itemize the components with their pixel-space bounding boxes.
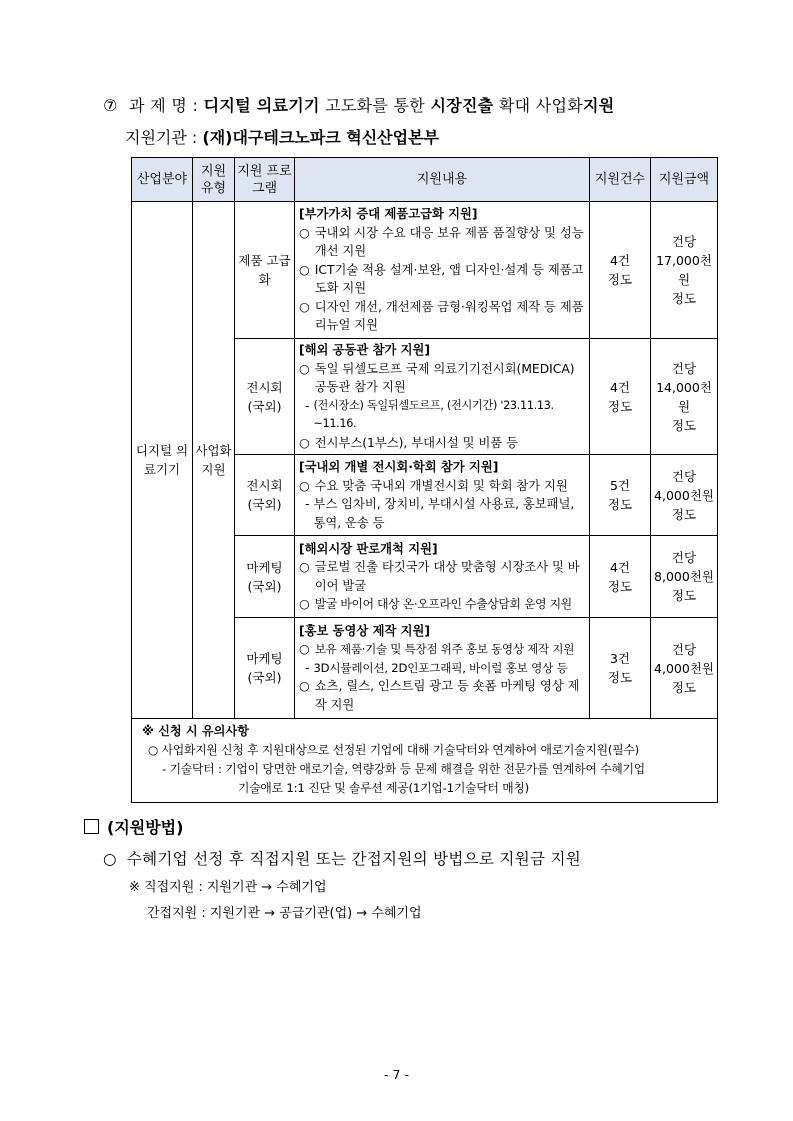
content-heading: [홍보 동영상 제작 지원] xyxy=(299,623,430,638)
content-item: ○ 발굴 바이어 대상 온·오프라인 수출상담회 운영 지원 xyxy=(299,597,572,611)
notes-heading: ※ 신청 시 유의사항 xyxy=(142,724,249,738)
indirect-support-line: 간접지원 : 지원기관 → 공급기관(업) → 수혜기업 xyxy=(147,906,422,921)
content-item: ○ 쇼츠, 릴스, 인스트림 광고 등 숏폼 마케팅 영상 제작 지원 xyxy=(299,679,580,712)
content-cell xyxy=(295,618,590,719)
header-amount: 지원금액 xyxy=(651,158,718,202)
method-heading: (지원방법) xyxy=(84,815,183,838)
table-row xyxy=(132,202,718,339)
content-item: ○ 수요 맞춤 국내외 개별전시회 및 학회 참가 지원 xyxy=(299,478,568,493)
header-field: 산업분야 xyxy=(132,158,193,202)
notes-cell xyxy=(132,719,718,803)
method-text: 수혜기업 선정 후 직접지원 또는 간접지원의 방법으로 지원금 지원 xyxy=(126,850,582,868)
support-type-cell: 사업화 지원 xyxy=(193,202,235,719)
program-cell: 전시회 (국외) xyxy=(235,339,295,455)
project-number: ⑦ xyxy=(103,96,118,115)
header-content: 지원내용 xyxy=(295,158,590,202)
method-description xyxy=(103,847,581,869)
count-cell: 4건 정도 xyxy=(590,202,651,339)
project-title-part1: 디지털 의료기기 xyxy=(203,96,320,115)
agency-label: 지원기관 : xyxy=(125,128,198,147)
program-cell: 마케팅 (국외) xyxy=(235,618,295,719)
content-heading: [해외 공동관 참가 지원] xyxy=(299,343,430,357)
project-title-part2: 고도화를 통한 xyxy=(325,96,426,115)
content-item: ○ 디자인 개선, 개선제품 금형·워킹목업 제작 등 제품 리뉴얼 지원 xyxy=(299,299,584,333)
content-heading: [국내외 개별 전시회·학회 참가 지원] xyxy=(299,460,499,474)
project-label: 과 제 명 : xyxy=(129,96,199,115)
header-program: 지원 프로그램 xyxy=(235,158,295,202)
content-item: ○ 독일 뒤셀도르프 국제 의료기기전시회(MEDICA) 공동관 참가 지원 xyxy=(299,361,575,394)
content-subitem: - 부스 임차비, 장치비, 부대시설 사용료, 홍보패널, 통역, 운송 등 xyxy=(305,497,575,530)
content-heading: [부가가치 증대 제품고급화 지원] xyxy=(299,207,478,222)
bullet-circle-icon: ○ xyxy=(103,850,117,868)
industry-field-cell: 디지털 의료기기 xyxy=(132,202,193,719)
count-cell: 4건 정도 xyxy=(590,339,651,455)
direct-support-line: ※ 직접지원 : 지원기관 → 수혜기업 xyxy=(129,880,327,895)
support-table xyxy=(131,157,718,803)
project-title-part3: 시장진출 xyxy=(430,96,494,115)
project-title-part5: 지원 xyxy=(583,96,615,115)
project-title-line xyxy=(103,93,615,116)
content-cell xyxy=(295,536,590,618)
content-item: ○ 글로벌 진출 타깃국가 대상 맞춤형 시장조사 및 바이어 발굴 xyxy=(299,560,580,593)
checkbox-square-icon xyxy=(84,819,99,834)
program-cell: 전시회 (국외) xyxy=(235,455,295,536)
agency-name: (재)대구테크노파크 혁신산업본부 xyxy=(202,128,439,147)
amount-cell: 건당 8,000천원 정도 xyxy=(651,536,718,618)
content-item: ○ ICT기술 적용 설계·보완, 앱 디자인·설계 등 제품고도화 지원 xyxy=(299,262,584,296)
content-cell xyxy=(295,202,590,339)
program-cell: 제품 고급화 xyxy=(235,202,295,339)
notes-row xyxy=(132,719,718,803)
header-type: 지원 유형 xyxy=(193,158,235,202)
notes-line: - 기술닥터 : 기업이 당면한 애로기술, 역량강화 등 문제 해결을 위한 전문가를 연계하여 수혜기업 xyxy=(162,762,645,776)
page-number: - 7 - xyxy=(384,1067,409,1082)
program-cell: 마케팅 (국외) xyxy=(235,536,295,618)
amount-cell: 건당 4,000천원 정도 xyxy=(651,455,718,536)
content-subitem: - 3D시뮬레이션, 2D인포그래픽, 바이럴 홍보 영상 등 xyxy=(305,660,568,675)
amount-cell: 건당 14,000천원 정도 xyxy=(651,339,718,455)
content-item: ○ 국내외 시장 수요 대응 보유 제품 품질향상 및 성능개선 지원 xyxy=(299,225,584,259)
count-cell: 4건 정도 xyxy=(590,536,651,618)
content-subitem: - (전시장소) 독일뒤셀도르프, (전시기간) '23.11.13. ~11.16. xyxy=(305,398,554,430)
count-cell: 3건 정도 xyxy=(590,618,651,719)
count-cell: 5건 정도 xyxy=(590,455,651,536)
project-title-part4: 확대 사업화 xyxy=(498,96,584,115)
content-item: ○ 전시부스(1부스), 부대시설 및 비품 등 xyxy=(299,435,519,450)
notes-line: 기술애로 1:1 진단 및 솔루션 제공(1기업-1기술닥터 매칭) xyxy=(238,781,530,795)
notes-line: ○ 사업화지원 신청 후 지원대상으로 선정된 기업에 대해 기술닥터와 연계하여 애로기술지원(필수) xyxy=(148,743,640,757)
amount-cell: 건당 17,000천원 정도 xyxy=(651,202,718,339)
amount-cell: 건당 4,000천원 정도 xyxy=(651,618,718,719)
agency-line xyxy=(125,125,439,148)
header-count: 지원건수 xyxy=(590,158,651,202)
content-cell xyxy=(295,455,590,536)
content-item: ○ 보유 제품·기술 및 특장점 위주 홍보 동영상 제작 지원 xyxy=(299,642,575,657)
table-header-row xyxy=(132,158,718,202)
content-heading: [해외시장 판로개척 지원] xyxy=(299,541,438,556)
content-cell xyxy=(295,339,590,455)
